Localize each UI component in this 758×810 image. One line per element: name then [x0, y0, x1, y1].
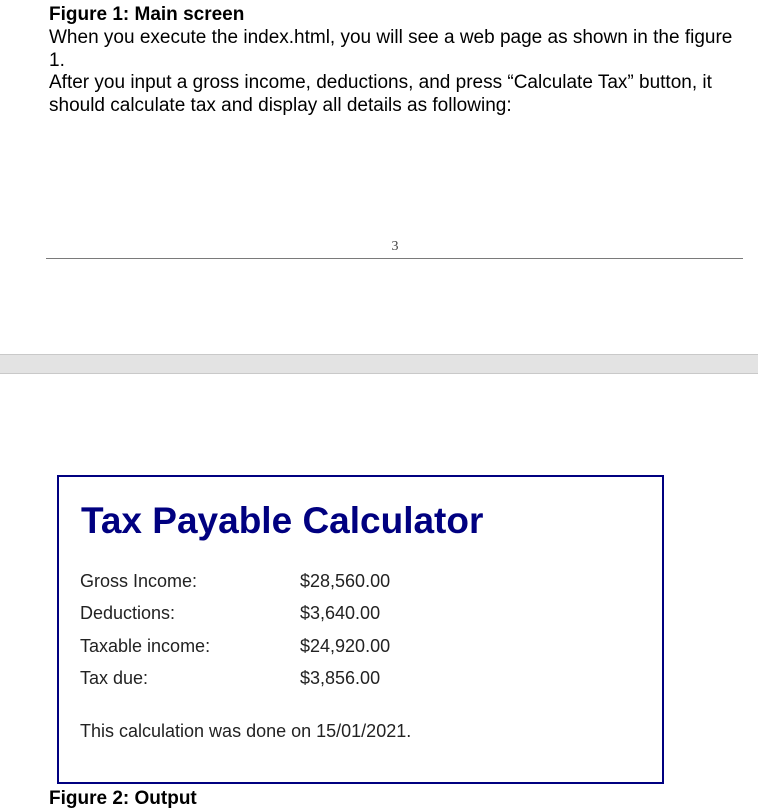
page-break-gap: [0, 354, 758, 374]
taxable-income-label: Taxable income:: [80, 636, 211, 656]
calculation-date-note: This calculation was done on 15/01/2021.: [80, 721, 412, 741]
figure-1-heading: Figure 1: Main screen: [49, 4, 245, 25]
tax-due-label: Tax due:: [80, 668, 149, 688]
body-text: [49, 27, 749, 117]
page-number: 3: [391, 239, 399, 254]
tax-due-value: $3,856.00: [300, 668, 381, 688]
paragraph-2: After you input a gross income, deductions, and press “Calculate Tax” button, it should calculate tax and display all details as following:: [49, 72, 712, 116]
taxable-income-value: $24,920.00: [300, 636, 391, 656]
deductions-value: $3,640.00: [300, 603, 381, 623]
paragraph-1: When you execute the index.html, you will see a web page as shown in the figure 1.: [49, 27, 733, 71]
figure-2-caption: Figure 2: Output: [49, 788, 197, 809]
gross-income-value: $28,560.00: [300, 571, 391, 591]
calculator-title: Tax Payable Calculator: [81, 500, 484, 541]
gross-income-label: Gross Income:: [80, 571, 198, 591]
deductions-label: Deductions:: [80, 603, 176, 623]
tax-calculator-screenshot: [57, 475, 664, 784]
document-page-top: [0, 0, 758, 354]
footer-divider: [46, 258, 743, 259]
